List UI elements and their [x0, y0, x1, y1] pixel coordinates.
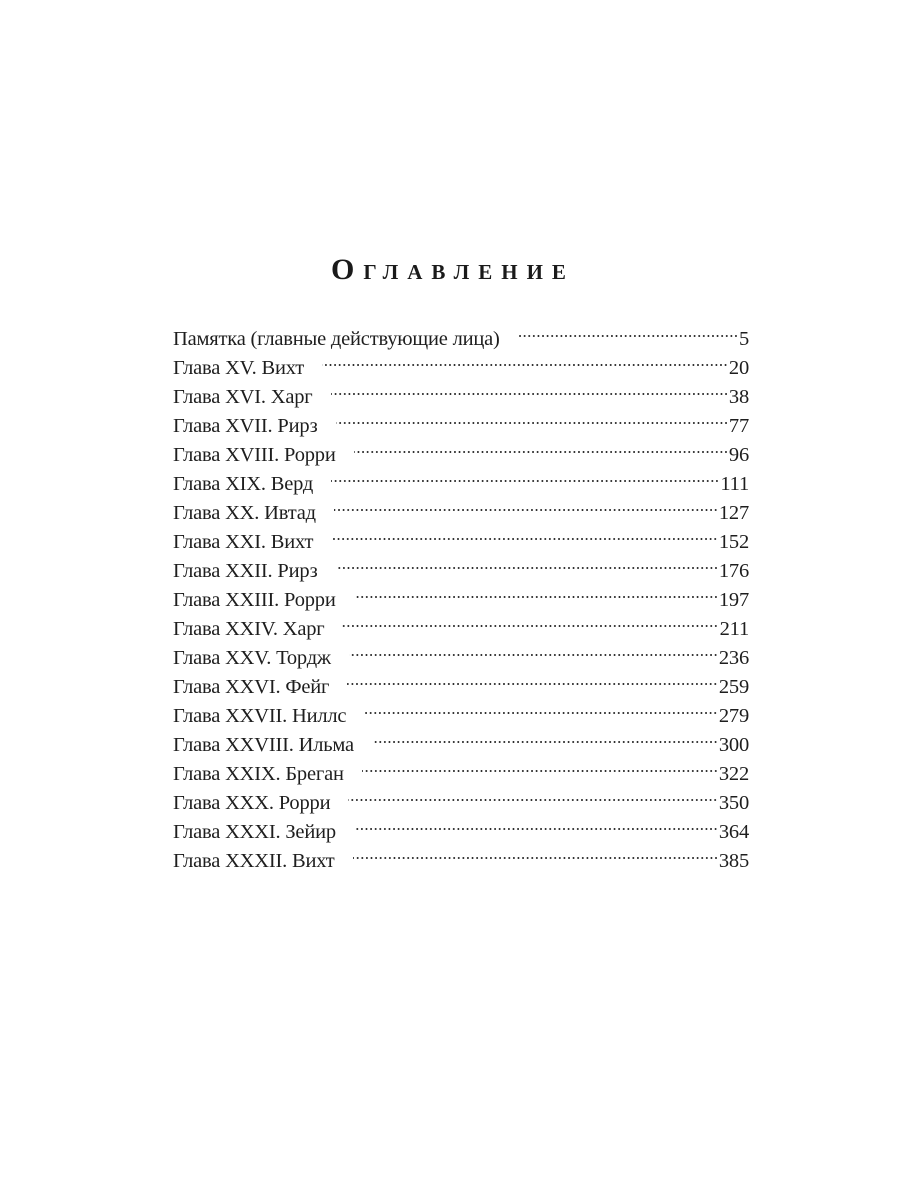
- toc-entry-page: 300: [718, 734, 749, 756]
- dot-leader: [336, 403, 729, 432]
- toc-entry-page: 385: [718, 850, 749, 872]
- dot-leader: [334, 490, 719, 519]
- toc-entry-page: 111: [720, 473, 749, 495]
- toc-entry-page: 211: [719, 618, 749, 640]
- dot-leader: [354, 577, 719, 606]
- dot-leader: [336, 548, 719, 577]
- toc-entry-label: Глава XV. Вихт: [173, 357, 305, 379]
- toc-entry-page: 38: [728, 386, 749, 408]
- toc-entry-page: 364: [718, 821, 749, 843]
- toc-entry-label: Глава XVII. Рирз: [173, 415, 318, 437]
- toc-entry-page: 5: [738, 328, 749, 350]
- toc-entry-page: 77: [728, 415, 749, 437]
- toc-entry-label: Глава XXXII. Вихт: [173, 850, 335, 872]
- toc-entry-label: Глава XVI. Харг: [173, 386, 313, 408]
- toc-entry-label: Глава XXVII. Ниллс: [173, 705, 347, 727]
- toc-entry-label: Глава XVIII. Рорри: [173, 444, 336, 466]
- dot-leader: [322, 345, 729, 374]
- toc-entry-page: 152: [718, 531, 749, 553]
- toc-entry-page: 20: [728, 357, 749, 379]
- dot-leader: [331, 519, 719, 548]
- toc-entry-label: Глава XXXI. Зейир: [173, 821, 336, 843]
- toc-entry-label: Памятка (главные действующие лица): [173, 328, 500, 350]
- dot-leader: [331, 461, 720, 490]
- toc-list: [173, 316, 749, 872]
- dot-leader: [347, 664, 719, 693]
- dot-leader: [362, 751, 719, 780]
- dot-leader: [348, 780, 718, 809]
- toc-entry-page: 197: [718, 589, 749, 611]
- toc-entry-label: Глава XXX. Рорри: [173, 792, 331, 814]
- toc-entry-label: Глава XX. Ивтад: [173, 502, 316, 524]
- toc-entry-page: 176: [718, 560, 749, 582]
- dot-leader: [354, 432, 729, 461]
- toc-entry: [173, 316, 749, 350]
- toc-entry-label: Глава XXV. Тордж: [173, 647, 331, 669]
- dot-leader: [364, 693, 719, 722]
- dot-leader: [372, 722, 719, 751]
- toc-entry-label: Глава XXIX. Бреган: [173, 763, 344, 785]
- toc-entry-page: 322: [718, 763, 749, 785]
- dot-leader: [518, 316, 739, 345]
- dot-leader: [342, 606, 719, 635]
- toc-entry-page: 236: [718, 647, 749, 669]
- dot-leader: [353, 838, 719, 867]
- toc-entry-page: 96: [728, 444, 749, 466]
- toc-entry-page: 259: [718, 676, 749, 698]
- dot-leader: [349, 635, 719, 664]
- toc-entry-label: Глава XIX. Верд: [173, 473, 314, 495]
- toc-entry-page: 127: [718, 502, 749, 524]
- toc-entry-label: Глава XXII. Рирз: [173, 560, 318, 582]
- toc-entry-label: Глава XXI. Вихт: [173, 531, 314, 553]
- dot-leader: [331, 374, 729, 403]
- toc-entry-label: Глава XXVIII. Ильма: [173, 734, 354, 756]
- dot-leader: [354, 809, 719, 838]
- toc-title: Оглавление: [331, 253, 575, 286]
- toc-entry-label: Глава XXVI. Фейг: [173, 676, 330, 698]
- toc-entry-label: Глава XXIV. Харг: [173, 618, 325, 640]
- toc-entry-page: 279: [718, 705, 749, 727]
- toc-entry-page: 350: [718, 792, 749, 814]
- toc-entry-label: Глава XXIII. Рорри: [173, 589, 336, 611]
